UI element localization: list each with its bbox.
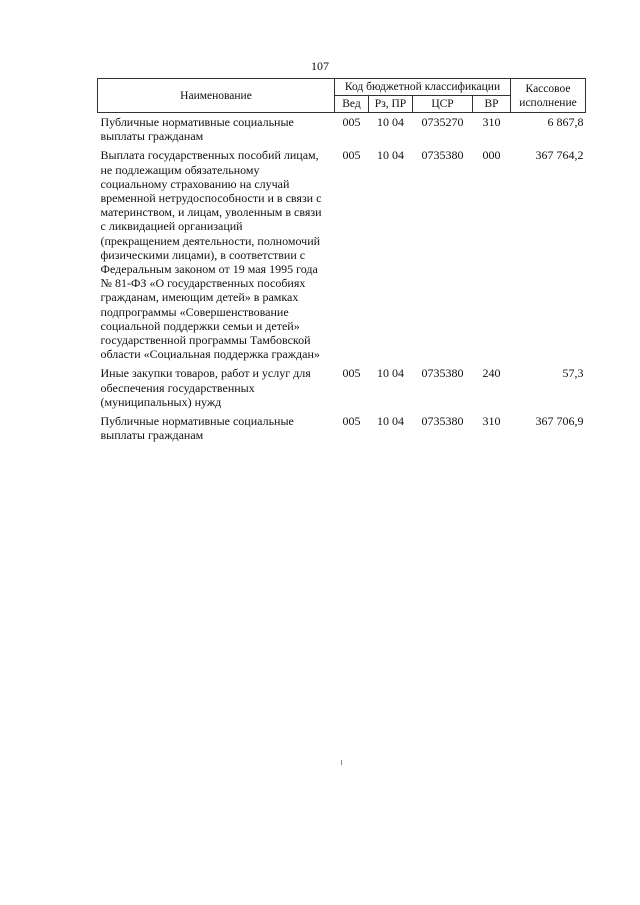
row-name: Публичные нормативные социальные выплаты гражданам xyxy=(100,414,294,443)
row-vr: 310 xyxy=(482,115,501,129)
header-execution: Кассовое исполнение xyxy=(511,79,586,113)
row-rz-pr: 10 04 xyxy=(377,366,404,381)
header-vr: ВР xyxy=(473,96,511,113)
row-amount: 6 867,8 xyxy=(547,115,584,129)
row-csr: 0735380 xyxy=(421,366,464,381)
header-csr: ЦСР xyxy=(413,96,473,113)
page-number: 107 xyxy=(311,59,329,73)
row-rz-pr: 10 04 xyxy=(377,414,404,429)
row-csr: 0735380 xyxy=(421,414,464,429)
header-razdel: Рз, ПР xyxy=(369,96,413,113)
row-ved: 005 xyxy=(342,115,361,129)
table-row xyxy=(98,146,586,364)
row-ved: 005 xyxy=(342,366,361,381)
row-amount: 367 764,2 xyxy=(535,148,584,163)
row-ved: 005 xyxy=(342,148,361,163)
row-rz-pr: 10 04 xyxy=(377,148,404,163)
row-amount: 367 706,9 xyxy=(535,414,584,429)
header-name: Наименование xyxy=(98,79,335,113)
scan-mark xyxy=(341,760,342,765)
header-vedomstvo: Вед xyxy=(335,96,369,113)
row-name: Публичные нормативные социальные выплаты гражданам xyxy=(100,115,294,144)
table-row xyxy=(98,364,586,412)
row-ved: 005 xyxy=(342,414,361,429)
row-vr: 240 xyxy=(482,366,501,381)
table-row xyxy=(98,113,586,147)
table-row xyxy=(98,412,586,445)
row-vr: 000 xyxy=(482,148,501,163)
row-amount: 57,3 xyxy=(562,366,584,381)
budget-execution-table xyxy=(97,78,586,445)
row-name: Иные закупки товаров, работ и услуг для обеспечения государственных (муниципальных) нужд xyxy=(100,366,311,409)
row-vr: 310 xyxy=(482,414,501,429)
row-csr: 0735380 xyxy=(421,148,464,163)
header-classification: Код бюджетной классификации xyxy=(335,79,511,96)
row-csr: 0735270 xyxy=(421,115,464,129)
row-name: Выплата государственных пособий лицам, не подлежащим обязательному социальному страхованию на случай временной нетрудоспособности и в связи с материнством, и лицам, уволенным в связи с ликвидацией организаций (прекращением деятельности, полномочий физическими лицами), в соответствии с Федеральным законом от 19 мая 1995 года № 81-ФЗ «О государственных пособиях гражданам, имеющим детей» в рамках подпрограммы «Совершенствование социальной поддержки семьи и детей» государственной программы Тамбовской области «Социальная поддержка граждан» xyxy=(100,148,322,362)
row-rz-pr: 10 04 xyxy=(377,115,404,129)
